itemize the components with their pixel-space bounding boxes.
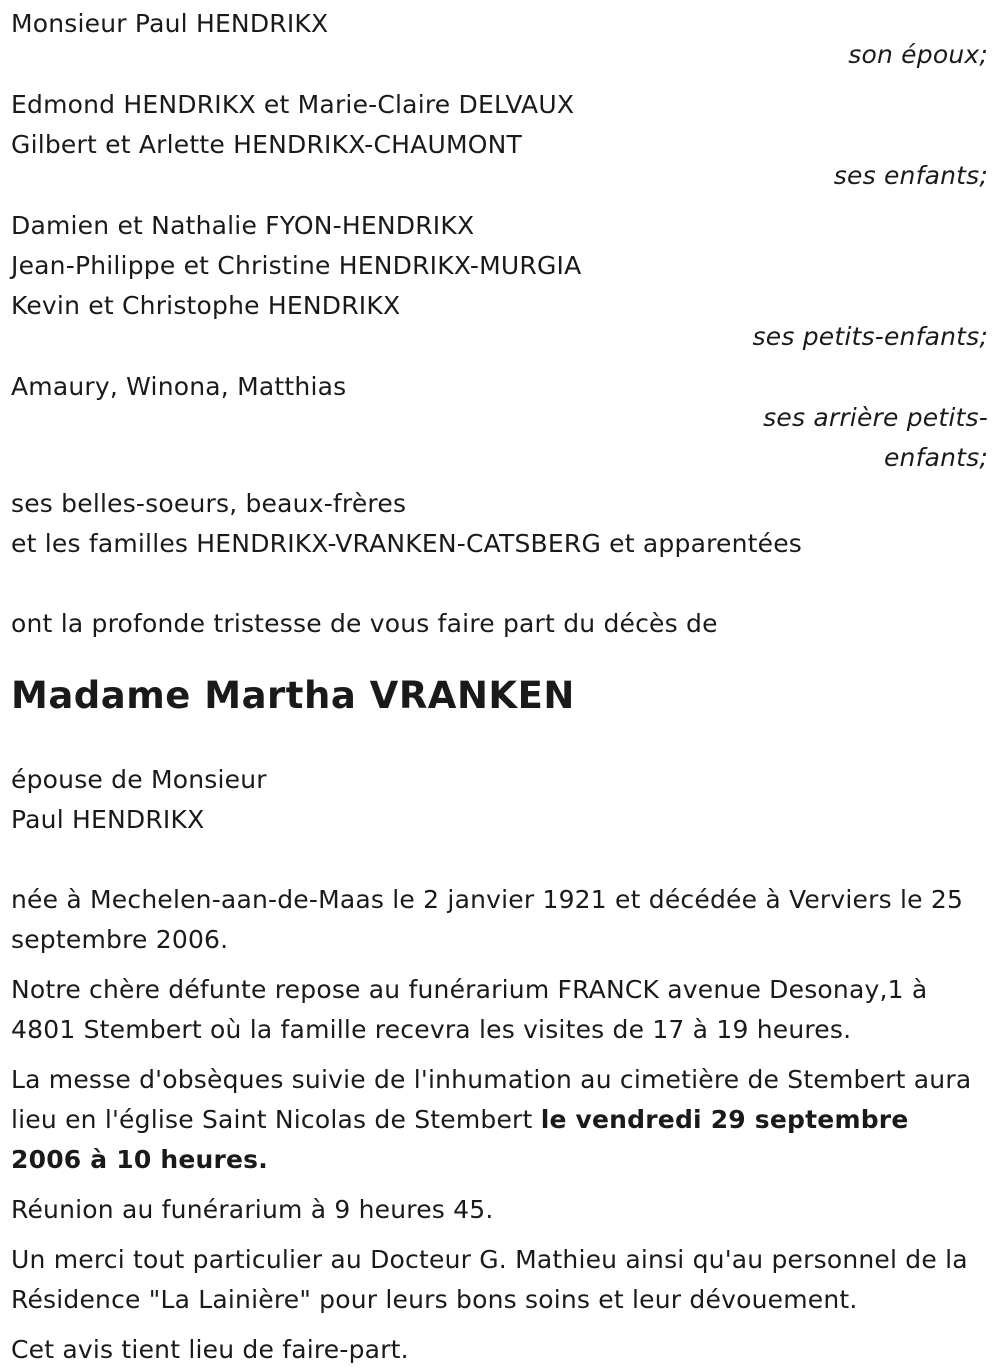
grandchild-line: Jean-Philippe et Christine HENDRIKX-MURGIA (11, 251, 582, 280)
great-grandchildren-group (11, 367, 990, 478)
spouse-name: Monsieur Paul HENDRIKX (11, 9, 329, 38)
spouse-role: son époux; (848, 40, 988, 69)
deceased-spouse-line: Paul HENDRIKX (11, 805, 205, 834)
great-grandchildren-role: ses arrière petits-enfants; (763, 403, 988, 472)
grandchildren-role: ses petits-enfants; (752, 322, 988, 351)
mass-intro: La messe d'obsèques suivie de l'inhumation au cimetière de Stembert aura lieu en l'église Saint Nicolas de Stembert (11, 1065, 972, 1134)
meeting-details: Réunion au funérarium à 9 heures 45. (11, 1195, 494, 1224)
child-line: Gilbert et Arlette HENDRIKX-CHAUMONT (11, 130, 522, 159)
great-grandchild-line: Amaury, Winona, Matthias (11, 372, 347, 401)
other-relatives-line: et les familles HENDRIKX-VRANKEN-CATSBERG et apparentées (11, 529, 803, 558)
closing-note: Cet avis tient lieu de faire-part. (11, 1335, 409, 1364)
children-role: ses enfants; (833, 161, 988, 190)
birth-death-details: née à Mechelen-aan-de-Maas le 2 janvier 1921 et décédée à Verviers le 25 septembre 2006. (11, 885, 964, 954)
announcement: ont la profonde tristesse de vous faire part du décès de (11, 609, 718, 638)
grandchildren-group (11, 206, 990, 357)
children-group (11, 85, 990, 196)
grandchild-line: Damien et Nathalie FYON-HENDRIKX (11, 211, 475, 240)
deceased-name: Madame Martha VRANKEN (11, 674, 575, 717)
mass-date: le vendredi 29 septembre 2006 à 10 heures. (11, 1105, 909, 1174)
repose-details: Notre chère défunte repose au funérarium FRANCK avenue Desonay,1 à 4801 Stembert où la famille recevra les visites de 17 à 19 heures. (11, 975, 928, 1044)
other-relatives (11, 484, 990, 564)
child-line: Edmond HENDRIKX et Marie-Claire DELVAUX (11, 90, 575, 119)
other-relatives-line: ses belles-soeurs, beaux-frères (11, 489, 407, 518)
thanks-details: Un merci tout particulier au Docteur G. Mathieu ainsi qu'au personnel de la Résidence "La Lainière" pour leurs bons soins et leur dévouement. (11, 1245, 968, 1314)
mass-details (11, 1060, 990, 1180)
spouse-group (11, 4, 990, 75)
deceased-spouse (11, 760, 990, 840)
deceased-spouse-line: épouse de Monsieur (11, 765, 267, 794)
grandchild-line: Kevin et Christophe HENDRIKX (11, 291, 401, 320)
